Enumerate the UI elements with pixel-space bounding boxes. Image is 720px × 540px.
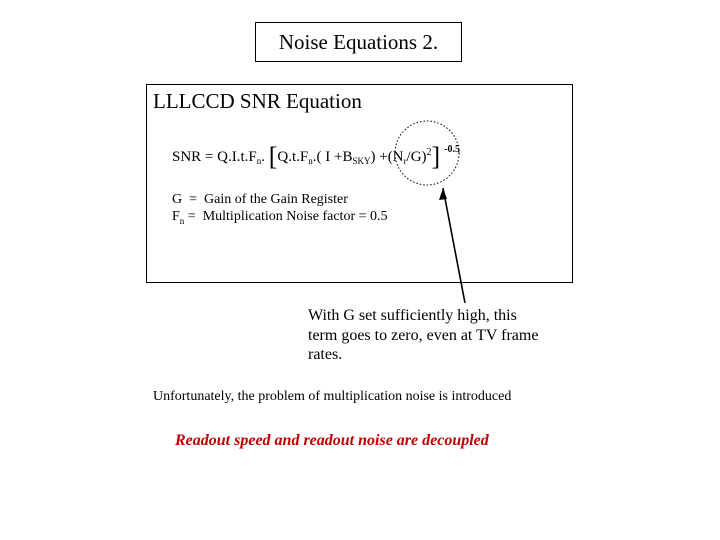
formula-inner-end: ) +(N [370,149,404,165]
callout-arrow-line [443,188,465,303]
definition-fn-sub: n [179,215,185,226]
formula-fn-sub: n [256,156,262,166]
slide-title-text: Noise Equations 2. [278,29,439,54]
definition-g-text: Gain of the Gain Register [204,192,348,207]
formula-inner-start: Q.t.F [277,149,309,165]
statement-text: Unfortunately, the problem of multiplication noise is introduced [153,389,512,404]
formula-sky-sub: SKY [352,156,371,166]
definition-g-symbol: G [172,192,183,207]
formula-ratio: /G) [406,149,427,165]
highlight-circle [395,121,459,185]
formula-exponent: -0.5 [444,144,461,155]
equation-heading: LLLCCD SNR Equation [153,89,362,113]
formula-lhs: SNR = Q.I.t.F [172,149,257,165]
formula-inner-mid: .( I +B [312,149,353,165]
callout-arrow-head [439,188,447,200]
definition-fn-equals: = [187,209,196,224]
formula-right-bracket: ] [431,142,441,171]
definition-fn-symbol: F [172,209,180,224]
formula-fn-sub-2: n [308,156,313,166]
conclusion-text: Readout speed and readout noise are decoupled [175,432,489,449]
formula-left-bracket: [ [268,142,278,171]
formula-dot: . [261,149,265,165]
definition-g-equals: = [189,192,198,207]
formula-square: 2 [426,147,432,158]
callout-note: With G set sufficiently high, this term goes to zero, even at TV frame rates. [308,307,539,363]
definition-fn-text: Multiplication Noise factor = 0.5 [202,209,388,224]
formula-nr-sub: r [403,156,407,166]
